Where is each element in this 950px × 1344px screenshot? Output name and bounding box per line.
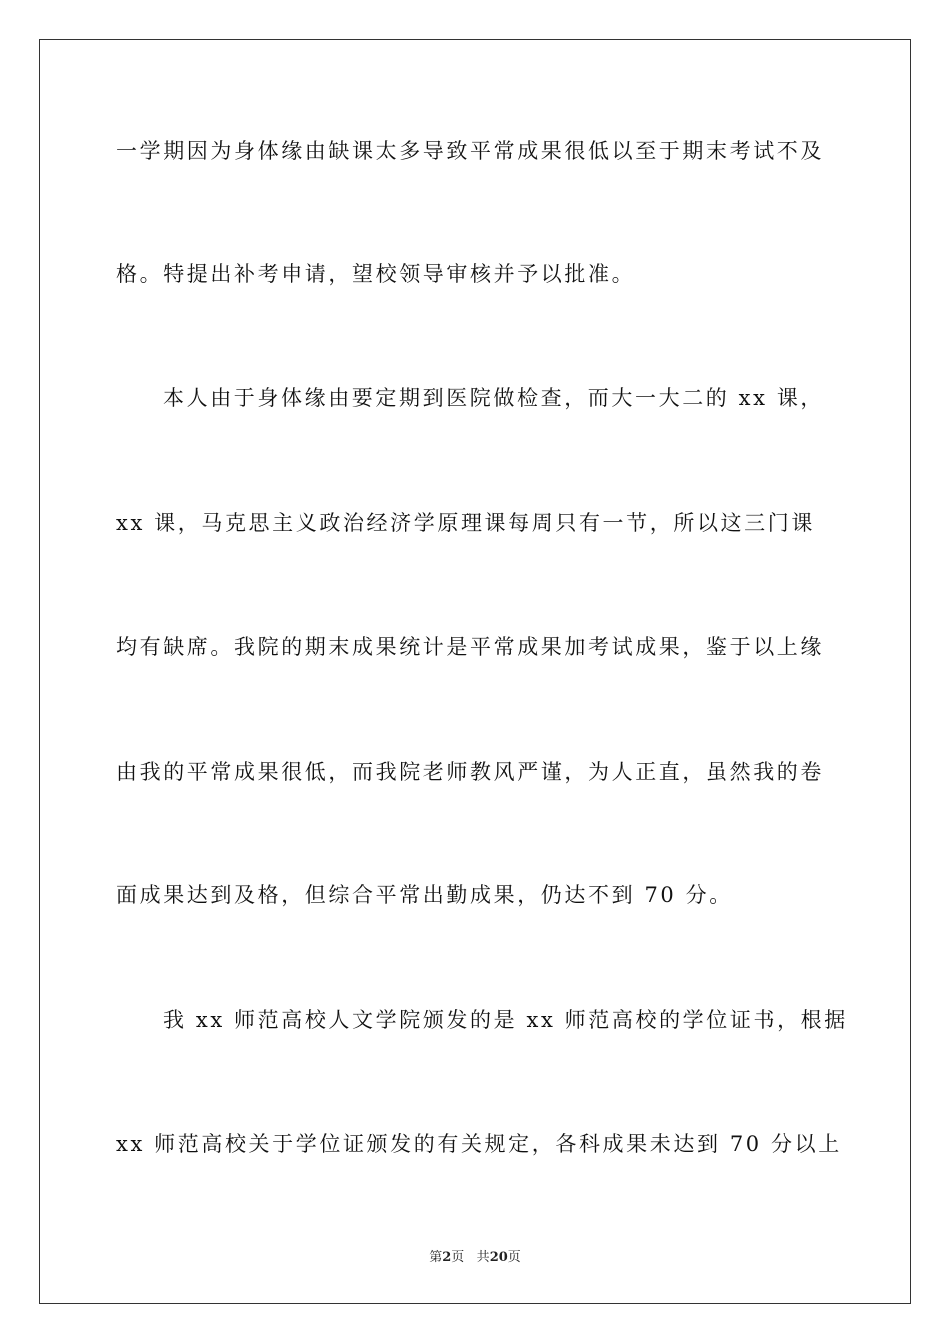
body-line-2: 格。特提出补考申请，望校领导审核并予以批准。 <box>116 262 636 286</box>
footer-page-prefix: 第 <box>429 1250 443 1265</box>
body-line-9: xx 师范高校关于学位证颁发的有关规定，各科成果未达到 70 分以上 <box>116 1132 842 1156</box>
body-line-5: 均有缺席。我院的期末成果统计是平常成果加考试成果，鉴于以上缘 <box>116 635 824 659</box>
footer-page-total: 20 <box>489 1250 508 1265</box>
footer-total-suffix: 页 <box>507 1250 521 1265</box>
body-line-8: 我 xx 师范高校人文学院颁发的是 xx 师范高校的学位证书，根据 <box>163 1008 848 1032</box>
page-footer <box>0 1246 950 1265</box>
body-line-1: 一学期因为身体缘由缺课太多导致平常成果很低以至于期末考试不及 <box>116 139 824 163</box>
footer-total-prefix: 共 <box>476 1250 490 1265</box>
body-line-7: 面成果达到及格，但综合平常出勤成果，仍达不到 70 分。 <box>116 883 733 907</box>
body-line-6: 由我的平常成果很低，而我院老师教风严谨，为人正直，虽然我的卷 <box>116 760 824 784</box>
body-line-4: xx 课，马克思主义政治经济学原理课每周只有一节，所以这三门课 <box>116 511 815 535</box>
body-line-3: 本人由于身体缘由要定期到医院做检查，而大一大二的 xx 课， <box>163 386 825 410</box>
footer-page-current: 2 <box>442 1250 452 1265</box>
footer-page-suffix: 页 <box>451 1250 465 1265</box>
page-border <box>39 39 911 1304</box>
